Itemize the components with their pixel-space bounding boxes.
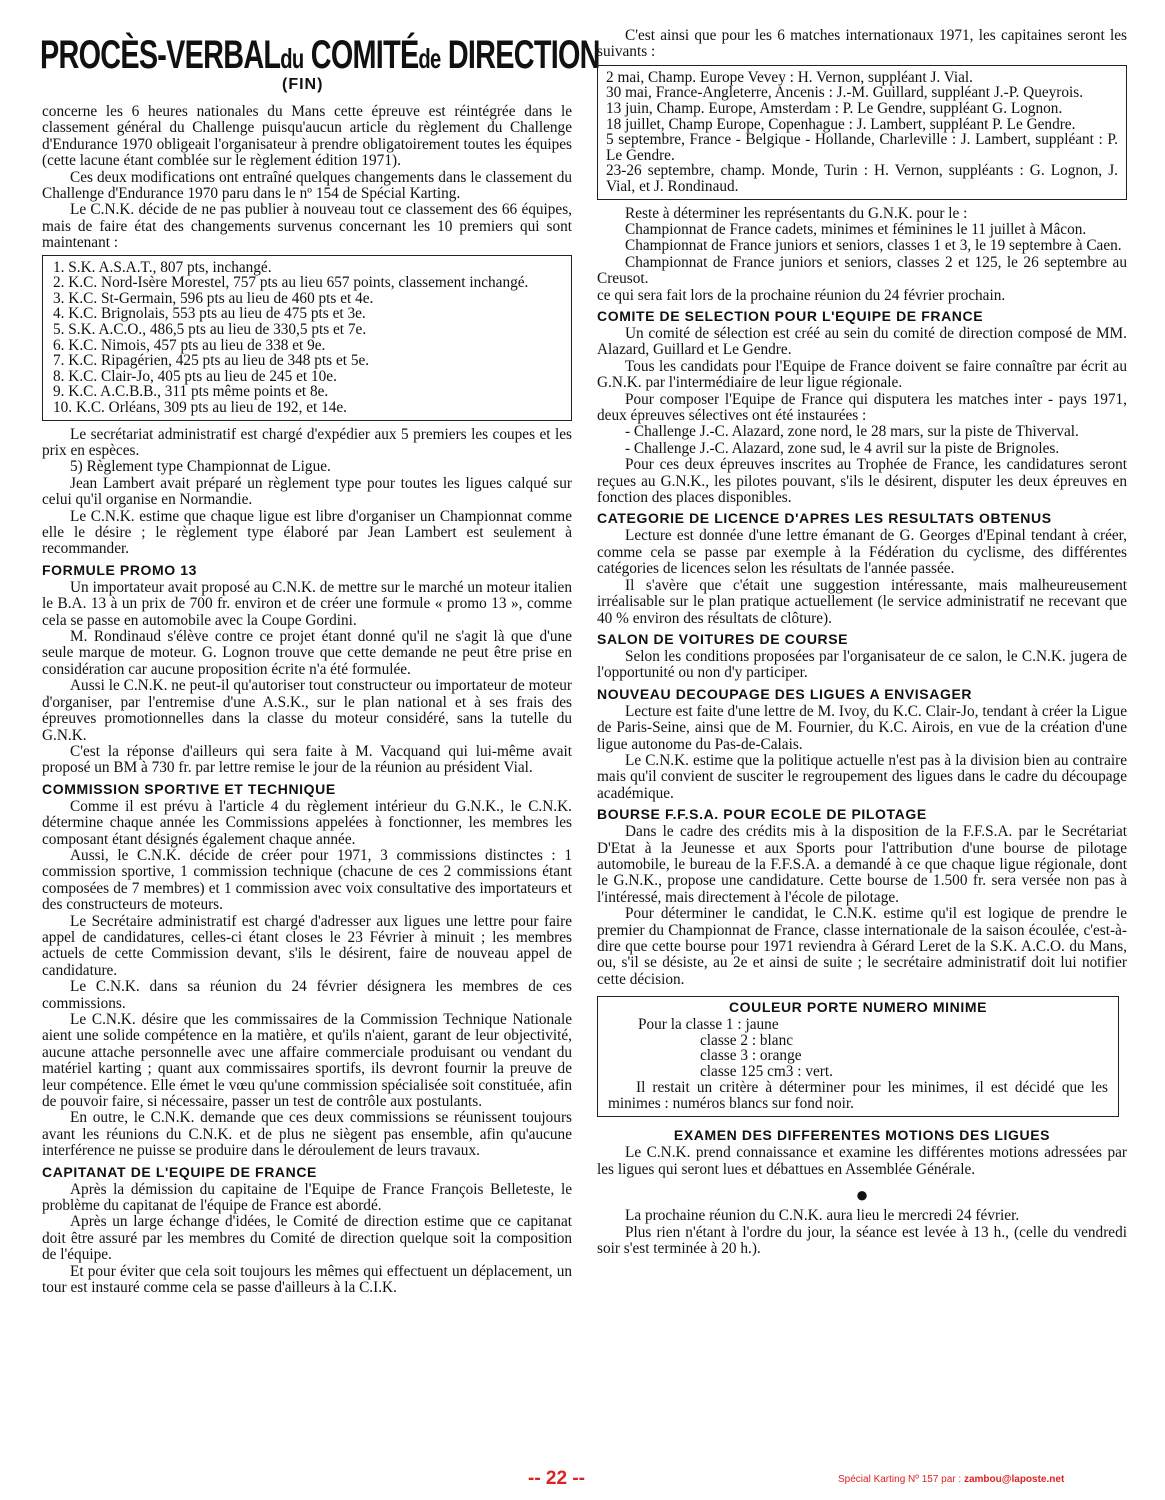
paragraph: C'est ainsi que pour les 6 matches internationaux 1971, les capitaines seront les suivants : bbox=[597, 27, 1127, 61]
match-item: 30 mai, France-Angleterre, Ancenis : J.-M. Guillard, suppléant J.-P. Queyrois. bbox=[606, 84, 1084, 102]
page-subtitle: (FIN) bbox=[282, 76, 324, 93]
paragraph: Il restait un critère à déterminer pour les minimes, il est décidé que les minimes : numéros blancs sur fond noir. bbox=[608, 1078, 1108, 1112]
paragraph: Pour composer l'Equipe de France qui disputera les matches inter - pays 1971, deux épreuves sélectives ont été instaurées : bbox=[597, 390, 1127, 425]
paragraph: - Challenge J.-C. Alazard, zone nord, le 28 mars, sur la piste de Thiverval. bbox=[625, 423, 1079, 441]
paragraph: Il s'avère que c'était une suggestion intéressante, mais malheureusement irréalisable sur le plan pratique actuellement (le service administratif ne recevant que 40 % environ des résultats de clôture). bbox=[597, 576, 1127, 627]
paragraph: Championnat de France cadets, minimes et féminines le 11 juillet à Mâcon. bbox=[625, 220, 1087, 238]
box-title: COULEUR PORTE NUMERO MINIME bbox=[728, 999, 988, 1016]
paragraph: Et pour éviter que cela soit toujours les mêmes qui effectuent un déplacement, un tour est instauré comme cela se passe d'ailleurs à la C.I.K. bbox=[42, 1262, 572, 1297]
section-heading: NOUVEAU DECOUPAGE DES LIGUES A ENVISAGER bbox=[597, 685, 973, 702]
match-item: 18 juillet, Champ Europe, Copenhague : J. Lambert, suppléant P. Le Gendre. bbox=[606, 115, 1076, 133]
paragraph: Comme il est prévu à l'article 4 du règlement intérieur du G.N.K., le C.N.K. détermine chaque année les Commissions appelées à fonctionner, les membres les composant étant désignés également chaque année. bbox=[42, 797, 572, 848]
ranking-item: 7. K.C. Ripagérien, 425 pts au lieu de 348 pts et 5e. bbox=[53, 352, 370, 370]
paragraph: Dans le cadre des crédits mis à la disposition de la F.F.S.A. par le Secrétariat D'Etat à la Jeunesse et aux Sports pour l'attribution d'une bourse de pilotage automobile, le bureau de la F.F.S.A. a demandé à ce que chaque ligue régionale, dont le G.N.K., propose une candidature. Cette bourse de 1.500 fr. sera versée non pas à l'intéressé, mais directement à l'école de pilotage. bbox=[597, 823, 1127, 906]
paragraph: Le C.N.K. désire que les commissaires de la Commission Technique Nationale aient une solide compétence en la matière, et qu'ils n'aient, garant de leur objectivité, aucune attache personnelle avec une affaire commerciale produisant ou vendant du matériel karting ; quant aux commissaires sportifs, ils devront fournir la preuve de leur compétence. Elle émet le vœu qu'une commission spécialisée soit constituée, afin de pouvoir faire, si nécessaire, passer un test de contrôle aux postulants. bbox=[42, 1011, 572, 1111]
paragraph: Pour déterminer le candidat, le C.N.K. estime qu'il est logique de prendre le premier du Championnat de France, classe internationale de la saison écoulée, c'est-à-dire que cette bourse pour 1971 reviendra à Gérard Leret de la S.K. A.C.O. du Mans, ou, s'il se désiste, au 2e et ainsi de suite ; le secrétaire administratif doit lui notifier cette décision. bbox=[597, 905, 1127, 988]
paragraph: ce qui sera fait lors de la prochaine réunion du 24 février prochain. bbox=[597, 286, 1006, 304]
paragraph: Aussi, le C.N.K. décide de créer pour 1971, 3 commissions distinctes : 1 commission sportive, 1 commission technique (chacune de ces 2 commissions étant composées de 7 membres) et 1 commission avec voix consultative des importateurs et des constructeurs de moteurs. bbox=[42, 846, 572, 914]
section-heading: BOURSE F.F.S.A. POUR ECOLE DE PILOTAGE bbox=[597, 806, 927, 823]
ranking-item: 4. K.C. Brignolais, 553 pts au lieu de 475 pts et 3e. bbox=[53, 305, 366, 323]
ranking-item: 6. K.C. Nimois, 457 pts au lieu de 338 et 9e. bbox=[53, 336, 326, 354]
ranking-item: 10. K.C. Orléans, 309 pts au lieu de 192, et 14e. bbox=[53, 399, 347, 416]
paragraph: Après un large échange d'idées, le Comité de direction estime que ce capitanat doit être assuré par les membres du Comité de direction quelque soit la composition de l'équipe. bbox=[42, 1213, 572, 1264]
paragraph: Lecture est faite d'une lettre de M. Ivoy, du K.C. Clair-Jo, tendant à créer la Ligue de Paris-Seine, ainsi que de M. Fournier, du K.C. Airois, en vue de la création d'une ligue autonome du Pas-de-Calais. bbox=[597, 702, 1127, 753]
section-heading: FORMULE PROMO 13 bbox=[42, 561, 198, 578]
paragraph: Reste à déterminer les représentants du G.N.K. pour le : bbox=[625, 204, 968, 222]
color-row: classe 2 : blanc bbox=[700, 1031, 794, 1049]
paragraph: Selon les conditions proposées par l'organisateur de ce salon, le C.N.K. jugera de l'opportunité ou non d'y participer. bbox=[597, 647, 1127, 682]
paragraph: Le C.N.K. prend connaissance et examine les différentes motions adressées par les ligues qui seront lues et débattues en Assemblée Générale. bbox=[597, 1144, 1127, 1178]
paragraph: concerne les 6 heures nationales du Mans cette épreuve est réintégrée dans le classement général du Challenge puisqu'aucun article du règlement du Challenge d'Endurance 1970 obligeait l'organisateur à prendre obligatoirement toutes les équipes (cette lacune étant comblée sur le règlement édition 1971). bbox=[42, 103, 572, 170]
footer-source: Spécial Karting Nº 157 par : bbox=[838, 1474, 962, 1485]
title-word-3: COMITÉ bbox=[310, 33, 419, 77]
paragraph: Championnat de France juniors et seniors, classes 2 et 125, le 26 septembre au Creusot. bbox=[597, 253, 1127, 288]
section-heading: COMITE DE SELECTION POUR L'EQUIPE DE FRANCE bbox=[597, 308, 984, 324]
page-number: -- 22 -- bbox=[528, 1468, 585, 1489]
section-heading: SALON DE VOITURES DE COURSE bbox=[597, 630, 849, 647]
title-word-4: de bbox=[418, 43, 441, 74]
paragraph: Championnat de France juniors et seniors, classes 1 et 3, le 19 septembre à Caen. bbox=[625, 237, 1122, 255]
paragraph: La prochaine réunion du C.N.K. aura lieu le mercredi 24 février. bbox=[625, 1207, 1020, 1225]
paragraph: Lecture est donnée d'une lettre émanant de G. Georges d'Epinal tendant à créer, comme cela se passe par exemple à la Fédération du cyclisme, des différentes catégories de licences selon les résultats de l'année passée. bbox=[597, 527, 1127, 578]
paragraph: Le C.N.K. dans sa réunion du 24 février désignera les membres de ces commissions. bbox=[42, 978, 572, 1012]
number-color-box bbox=[597, 996, 1119, 1117]
paragraph: Ces deux modifications ont entraîné quelques changements dans le classement du Challenge d'Endurance 1970 paru dans le nº 154 de Spécial Karting. bbox=[42, 168, 572, 203]
ranking-item: 2. K.C. Nord-Isère Morestel, 757 pts au lieu 657 points, classement inchangé. bbox=[53, 274, 529, 292]
paragraph: En outre, le C.N.K. demande que ces deux commissions se réunissent toujours avant les réunions du C.N.K. et de plus ne siègent pas ensemble, afin qu'aucune interférence ne puisse se produire dans le déroulement de leurs travaux. bbox=[42, 1109, 572, 1160]
section-heading: EXAMEN DES DIFFERENTES MOTIONS DES LIGUES bbox=[673, 1127, 1051, 1144]
color-row: classe 125 cm3 : vert. bbox=[700, 1063, 833, 1080]
section-heading: CAPITANAT DE L'EQUIPE DE FRANCE bbox=[42, 1163, 317, 1180]
paragraph: Plus rien n'étant à l'ordre du jour, la séance est levée à 13 h., (celle du vendredi soir s'est terminée à 20 h.). bbox=[597, 1223, 1127, 1258]
left-column bbox=[42, 104, 572, 1297]
ranking-item: 3. K.C. St-Germain, 596 pts au lieu de 460 pts et 4e. bbox=[53, 289, 374, 307]
footer-email: zambou@laposte.net bbox=[963, 1474, 1065, 1485]
match-item: 13 juin, Champ. Europe, Amsterdam : P. Le Gendre, suppléant G. Lognon. bbox=[606, 100, 1063, 117]
paragraph: - Challenge J.-C. Alazard, zone sud, le 4 avril sur la piste de Brignoles. bbox=[625, 439, 1060, 457]
title-word-1: PROCÈS-VERBAL bbox=[40, 33, 281, 77]
ranking-item: 5. S.K. A.C.O., 486,5 pts au lieu de 330,5 pts et 7e. bbox=[53, 321, 367, 339]
paragraph: Pour ces deux épreuves inscrites au Trophée de France, les candidatures seront reçues au G.N.K., les pilotes pouvant, s'ils le désirent, disputer les deux épreuves en fonction des places disponibles. bbox=[597, 456, 1127, 507]
paragraph: Le Secrétaire administratif est chargé d'adresser aux ligues une lettre pour faire appel de candidatures, celles-ci étant closes le 23 Février à minuit ; les membres actuels de cette Commission devant, s'ils le désirent, faire de nouveau appel de candidature. bbox=[42, 912, 572, 979]
page-title bbox=[40, 33, 600, 80]
match-item: 23-26 septembre, champ. Monde, Turin : H. Vernon, suppléants : G. Lognon, J. Vial, et J. Rondinaud. bbox=[606, 162, 1118, 195]
ranking-item: 8. K.C. Clair-Jo, 405 pts au lieu de 245 et 10e. bbox=[53, 367, 337, 385]
title-word-5: DIRECTION bbox=[447, 33, 600, 77]
paragraph: Tous les candidats pour l'Equipe de France doivent se faire connaître par écrit au G.N.K. par l'intermédiaire de leur ligue régionale. bbox=[597, 357, 1127, 392]
match-item: 2 mai, Champ. Europe Vevey : H. Vernon, suppléant J. Vial. bbox=[606, 68, 974, 86]
color-row: classe 3 : orange bbox=[700, 1047, 802, 1065]
paragraph: Après la démission du capitaine de l'Equipe de France François Belleteste, le problème du capitanat de l'équipe de France est abordé. bbox=[42, 1180, 572, 1215]
ranking-box bbox=[42, 255, 572, 421]
match-item: 5 septembre, France - Belgique - Hollande, Charleville : J. Lambert, suppléant : P. Le Gendre. bbox=[606, 131, 1118, 164]
title-word-2: du bbox=[280, 43, 304, 74]
right-column bbox=[597, 28, 1127, 1257]
color-row: Pour la classe 1 : jaune bbox=[638, 1016, 779, 1034]
matches-box bbox=[597, 65, 1127, 200]
paragraph: Le C.N.K. estime que chaque ligue est libre d'organiser un Championnat comme elle le désire ; le règlement type élaboré par Jean Lambert est seulement à recommander. bbox=[42, 507, 572, 558]
footer-credit bbox=[838, 1474, 1064, 1485]
section-heading: CATEGORIE DE LICENCE D'APRES LES RESULTATS OBTENUS bbox=[597, 510, 1052, 527]
ranking-item: 9. K.C. A.C.B.B., 311 pts même points et 8e. bbox=[53, 383, 329, 401]
bullet-separator: ● bbox=[855, 1182, 869, 1208]
paragraph: Un comité de sélection est créé au sein du comité de direction composé de MM. Alazard, Guillard et Le Gendre. bbox=[597, 325, 1127, 359]
section-heading: COMMISSION SPORTIVE ET TECHNIQUE bbox=[42, 780, 336, 797]
paragraph: Un importateur avait proposé au C.N.K. de mettre sur le marché un moteur italien le B.A. 13 à un prix de 700 fr. environ et de créer une formule « promo 13 », comme cela se passe en automobile avec la Coupe Gordini. bbox=[42, 578, 572, 629]
paragraph: Jean Lambert avait préparé un règlement type pour toutes les ligues calqué sur celui qu'il organise en Normandie. bbox=[42, 474, 572, 509]
paragraph: Le C.N.K. estime que la politique actuelle n'est pas à la division bien au contraire mais qu'il convient de susciter le regroupement des ligues dans le cadre du découpage académique. bbox=[597, 751, 1127, 802]
paragraph: 5) Règlement type Championnat de Ligue. bbox=[70, 458, 331, 476]
paragraph: Le C.N.K. décide de ne pas publier à nouveau tout ce classement des 66 équipes, mais de faire état des changements survenus concernant les 10 premiers qui sont maintenant : bbox=[42, 201, 572, 252]
paragraph: Le secrétariat administratif est chargé d'expédier aux 5 premiers les coupes et les prix en espèces. bbox=[42, 425, 572, 459]
ranking-item: 1. S.K. A.S.A.T., 807 pts, inchangé. bbox=[53, 258, 272, 276]
paragraph: Aussi le C.N.K. ne peut-il qu'autoriser tout constructeur ou importateur de moteur d'organiser, par l'entremise d'une A.S.K., sur le plan national et à ses frais des épreuves promotionnelles dans la classe du moteur considéré, sans la tutelle du G.N.K. bbox=[42, 677, 572, 744]
paragraph: M. Rondinaud s'élève contre ce projet étant donné qu'il ne s'agit là que d'une seule marque de moteur. G. Lognon trouve que cette demande ne peut être prise en considération car aucune proposition écrite n'a été formulée. bbox=[42, 628, 572, 678]
paragraph: C'est la réponse d'ailleurs qui sera faite à M. Vacquand qui lui-même avait proposé un BM à 730 fr. par lettre remise le jour de la réunion au président Vial. bbox=[42, 742, 572, 777]
